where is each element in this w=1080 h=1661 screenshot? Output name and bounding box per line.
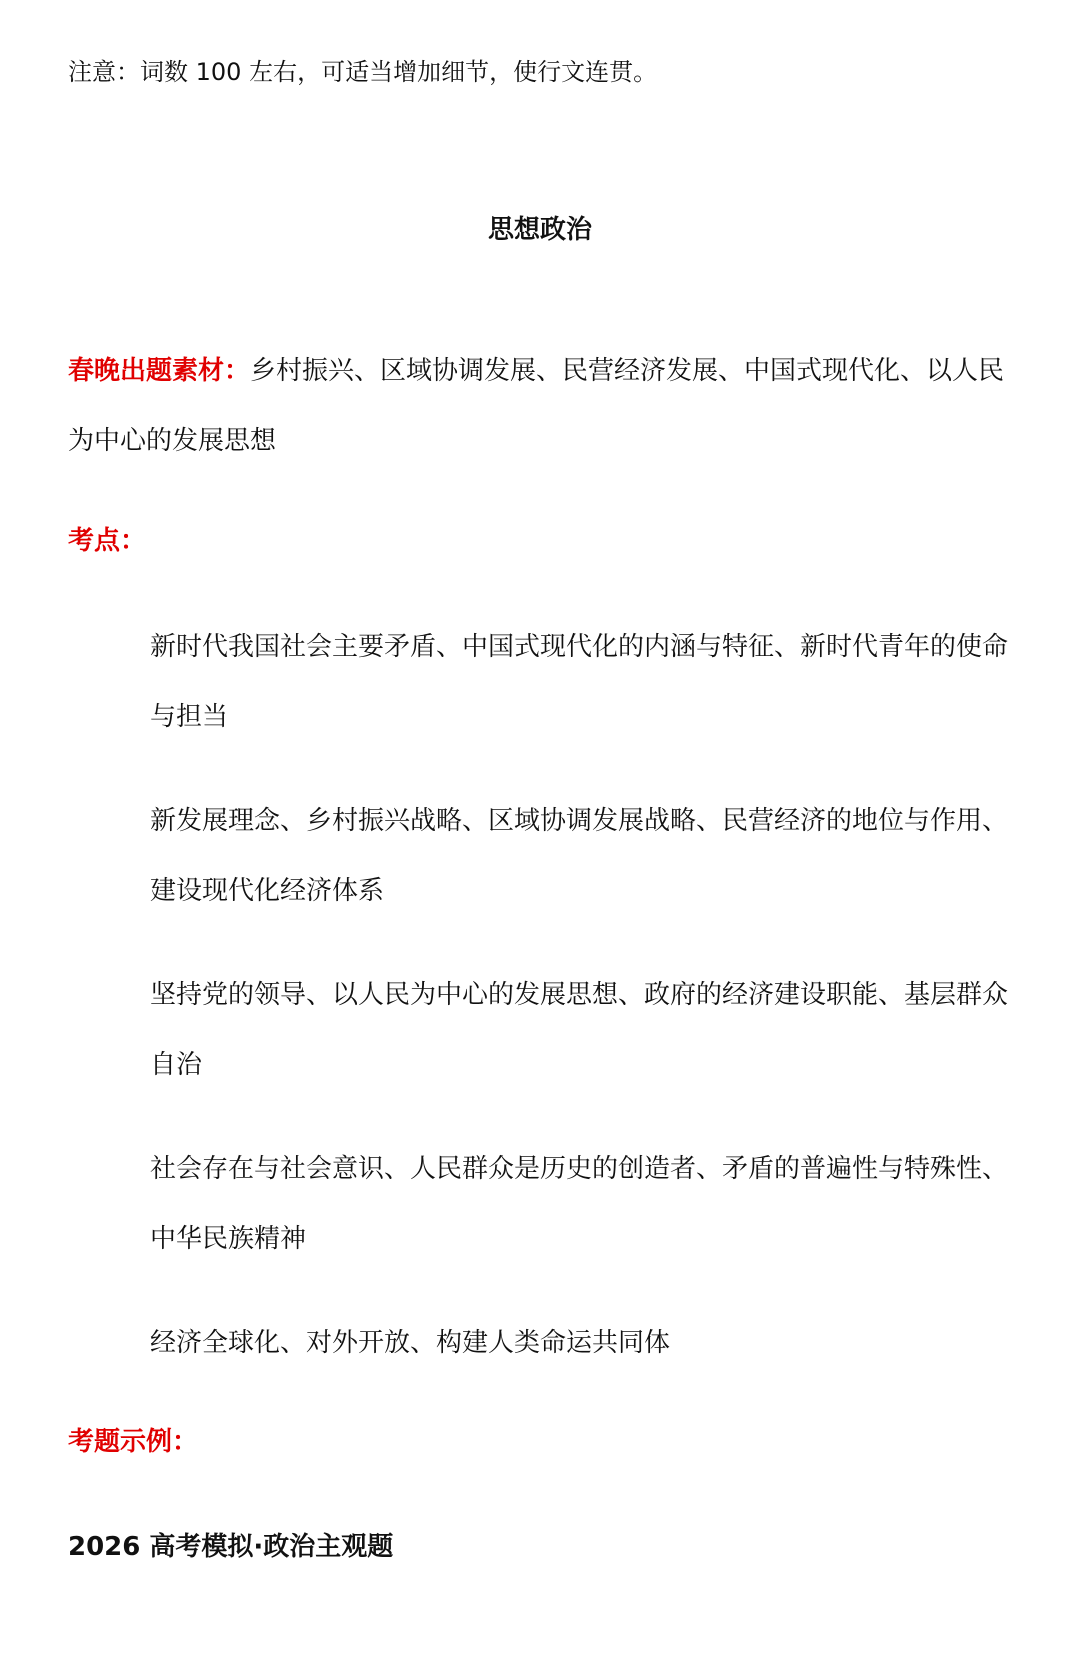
kaodian-item: 社会存在与社会意识、人民群众是历史的创造者、矛盾的普遍性与特殊性、中华民族精神: [150, 1154, 1009, 1254]
kaodian-item: 新发展理念、乡村振兴战略、区域协调发展战略、民营经济的地位与作用、建设现代化经济体系: [150, 806, 1009, 906]
material-label: 春晚出题素材：: [68, 356, 251, 386]
kaodian-label: 考点：: [68, 526, 147, 556]
material-paragraph: [68, 336, 1020, 476]
note-text: 注意：词数 100 左右，可适当增加细节，使行文连贯。: [68, 58, 658, 86]
example-label: 考题示例：: [68, 1427, 199, 1457]
kaodian-item: 经济全球化、对外开放、构建人类命运共同体: [150, 1328, 671, 1358]
kaodian-item: 坚持党的领导、以人民为中心的发展思想、政府的经济建设职能、基层群众自治: [150, 980, 1009, 1080]
kaodian-item: 新时代我国社会主要矛盾、中国式现代化的内涵与特征、新时代青年的使命与担当: [150, 632, 1009, 732]
material-text: 乡村振兴、区域协调发展、民营经济发展、中国式现代化、以人民为中心的发展思想: [68, 356, 1005, 456]
section-title: 思想政治: [487, 215, 592, 245]
exam-title: 2026 高考模拟·政治主观题: [68, 1532, 394, 1562]
